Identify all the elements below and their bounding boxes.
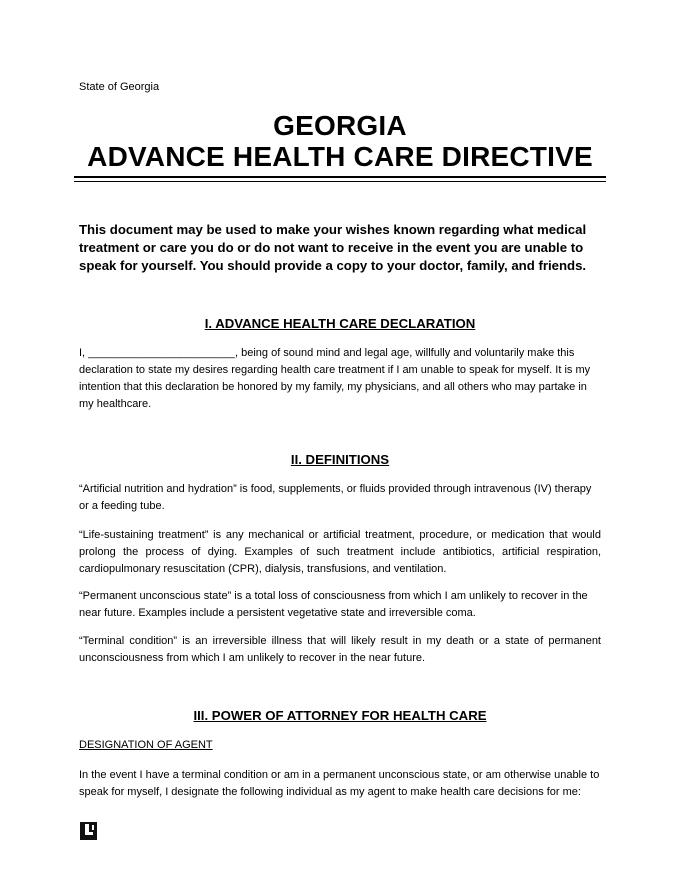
section-heading-declaration: I. ADVANCE HEALTH CARE DECLARATION <box>204 316 476 331</box>
title-rule-thick <box>74 176 606 178</box>
section-heading-power-of-attorney: III. POWER OF ATTORNEY FOR HEALTH CARE <box>193 708 487 723</box>
declaration-paragraph: I, ________________________, being of sound mind and legal age, willfully and voluntarily make this declaration to state my desires regarding health care treatment if I am unable to speak for myself. It is my intention that this declaration be honored by my family, my physicians, and all others who may partake in my healthcare. <box>79 347 591 410</box>
designation-paragraph: In the event I have a terminal condition or am in a permanent unconscious state, or am otherwise unable to speak for myself, I designate the following individual as my agent to make health care decisions for me: <box>79 769 600 798</box>
document-logo-icon <box>80 822 97 840</box>
definition-artificial-nutrition: “Artificial nutrition and hydration” is food, supplements, or fluids provided through intravenous (IV) therapy or a feeding tube. <box>79 483 592 512</box>
definition-terminal-condition: “Terminal condition” is an irreversible illness that will likely result in my death or a state of permanent unconsciousness from which I am unlikely to recover in the near future. <box>79 635 601 664</box>
state-label: State of Georgia <box>79 81 160 93</box>
document-title: ADVANCE HEALTH CARE DIRECTIVE <box>87 141 593 172</box>
subheading-designation-of-agent: DESIGNATION OF AGENT <box>79 739 213 751</box>
intro-paragraph: This document may be used to make your wishes known regarding what medical treatment or care you do or do not want to receive in the event you are unable to speak for yourself. You should provide a copy to your doctor, family, and friends. <box>79 222 587 273</box>
title-rule-thin <box>74 181 606 182</box>
document-title-state: GEORGIA <box>273 110 407 141</box>
definition-life-sustaining-treatment: “Life-sustaining treatment” is any mechanical or artificial treatment, procedure, or medication that would prolong the process of dying. Examples of such treatment include antibiotics, artificial respiration, cardiopulmonary resuscitation (CPR), dialysis, transfusions, and ventilation. <box>79 529 601 575</box>
definition-permanent-unconscious-state: “Permanent unconscious state” is a total loss of consciousness from which I am unlikely to recover in the near future. Examples include a persistent vegetative state and irreversible coma. <box>79 590 588 619</box>
section-heading-definitions: II. DEFINITIONS <box>290 452 390 467</box>
